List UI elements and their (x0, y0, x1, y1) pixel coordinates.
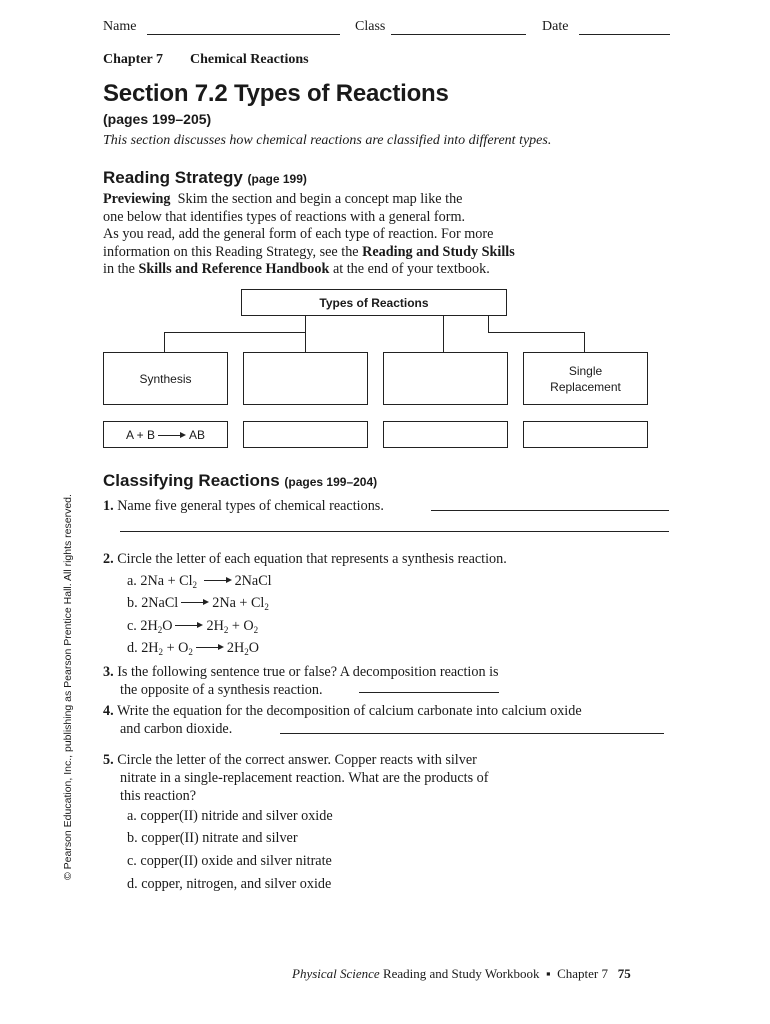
section-pages: (pages 199–205) (103, 111, 212, 127)
form-blank-3[interactable] (523, 421, 648, 448)
rs-line4a: information on this Reading Strategy, see the (103, 243, 359, 260)
answer-line[interactable] (280, 733, 664, 734)
question-text: Circle the letter of each equation that represents a synthesis reaction. (117, 551, 507, 567)
question-number: 2. (103, 551, 114, 567)
concept-map-root: Types of Reactions (241, 289, 507, 316)
footer (292, 966, 631, 982)
rs-line5b: Skills and Reference Handbook (138, 261, 330, 278)
footer-book-title: Physical Science (292, 966, 380, 981)
node-blank-1[interactable] (243, 352, 368, 405)
option-b[interactable]: b. 2NaCl $2Na + Cl_2$ (127, 595, 269, 612)
form-reactants: A + B (125, 427, 155, 442)
arrow-icon (175, 621, 203, 629)
classifying-pages: (pages 199–204) (284, 475, 378, 489)
arrow-icon (158, 431, 186, 439)
question-1 (103, 497, 384, 515)
question-5 (103, 751, 573, 805)
footer-workbook: Reading and Study Workbook (382, 966, 540, 981)
connector (164, 332, 306, 333)
reading-strategy-title: Reading Strategy (103, 168, 243, 187)
node-synthesis: Synthesis (103, 352, 228, 405)
reading-strategy-paragraph (103, 191, 583, 279)
node-single-replacement: Single Replacement (523, 352, 648, 405)
node-blank-2[interactable] (383, 352, 508, 405)
option-d[interactable]: d. copper, nitrogen, and silver oxide (127, 876, 332, 892)
option-b[interactable]: b. copper(II) nitrate and silver (127, 830, 298, 846)
reading-strategy-heading (103, 168, 307, 188)
chapter-title: Chemical Reactions (190, 52, 309, 67)
option-c[interactable]: c. copper(II) oxide and silver nitrate (127, 853, 332, 869)
classifying-title: Classifying Reactions (103, 471, 280, 490)
option-c[interactable]: c. $2H_2O$ $2H_2 + O_2$ (127, 618, 259, 635)
answer-line[interactable] (359, 692, 499, 693)
rs-line5c: at the end of your textbook. (332, 261, 490, 278)
connector (443, 316, 444, 352)
question-number: 3. (103, 664, 114, 680)
question-text: Name five general types of chemical reactions. (117, 498, 384, 514)
classifying-heading (103, 471, 377, 491)
question-text: nitrate in a single-replacement reaction. What are the products of (120, 770, 489, 786)
connector (488, 316, 489, 333)
option-a[interactable]: a. $2Na + Cl_2$ 2NaCl (127, 573, 272, 590)
name-label: Name (103, 19, 137, 34)
question-text: this reaction? (120, 788, 197, 804)
name-field[interactable] (147, 34, 340, 35)
question-number: 5. (103, 752, 114, 768)
question-text: Write the equation for the decomposition of calcium carbonate into calcium oxide (116, 703, 582, 719)
page-number: 75 (617, 966, 631, 981)
section-title: Section 7.2 Types of Reactions (103, 80, 449, 107)
answer-line[interactable] (431, 510, 669, 511)
copyright-notice: © Pearson Education, Inc., publishing as Pearson Prentice Hall. All rights reserved. (62, 494, 74, 880)
class-field[interactable] (391, 34, 526, 35)
question-text: the opposite of a synthesis reaction. (120, 682, 323, 698)
question-2 (103, 550, 507, 568)
question-number: 4. (103, 703, 114, 719)
connector (488, 332, 585, 333)
connector (584, 332, 585, 352)
rs-line1: Skim the section and begin a concept map like the (177, 191, 463, 207)
form-synthesis (103, 421, 228, 448)
question-text: Is the following sentence true or false? A decomposition reaction is (117, 664, 499, 680)
chapter-number: Chapter 7 (103, 52, 164, 67)
connector (164, 332, 165, 352)
rs-line4b: Reading and Study Skills (362, 243, 515, 260)
arrow-icon (196, 643, 224, 651)
previewing-lead: Previewing (103, 191, 171, 207)
section-description: This section discusses how chemical reactions are classified into different types. (103, 133, 552, 148)
rs-line5a: in the (103, 261, 135, 278)
date-field[interactable] (579, 34, 670, 35)
class-label: Class (355, 19, 386, 34)
footer-chapter: Chapter 7 (557, 966, 608, 981)
form-product: AB (189, 427, 206, 442)
option-d[interactable]: d. $2H_2 + O_2$ $2H_2O$ (127, 640, 259, 657)
answer-line[interactable] (120, 531, 669, 532)
reading-strategy-pages: (page 199) (247, 172, 307, 186)
option-a[interactable]: a. copper(II) nitride and silver oxide (127, 808, 333, 824)
question-number: 1. (103, 498, 114, 514)
connector (305, 316, 306, 352)
question-text: Circle the letter of the correct answer. Copper reacts with silver (117, 752, 477, 768)
rs-line3: As you read, add the general form of each type of reaction. For more (103, 226, 494, 243)
rs-line2: one below that identifies types of reactions with a general form. (103, 208, 466, 225)
arrow-icon (204, 576, 232, 584)
arrow-icon (181, 598, 209, 606)
question-3 (103, 663, 663, 699)
form-blank-2[interactable] (383, 421, 508, 448)
date-label: Date (542, 19, 569, 34)
question-text: and carbon dioxide. (120, 721, 233, 737)
footer-bullet: ▪ (545, 966, 551, 981)
form-blank-1[interactable] (243, 421, 368, 448)
